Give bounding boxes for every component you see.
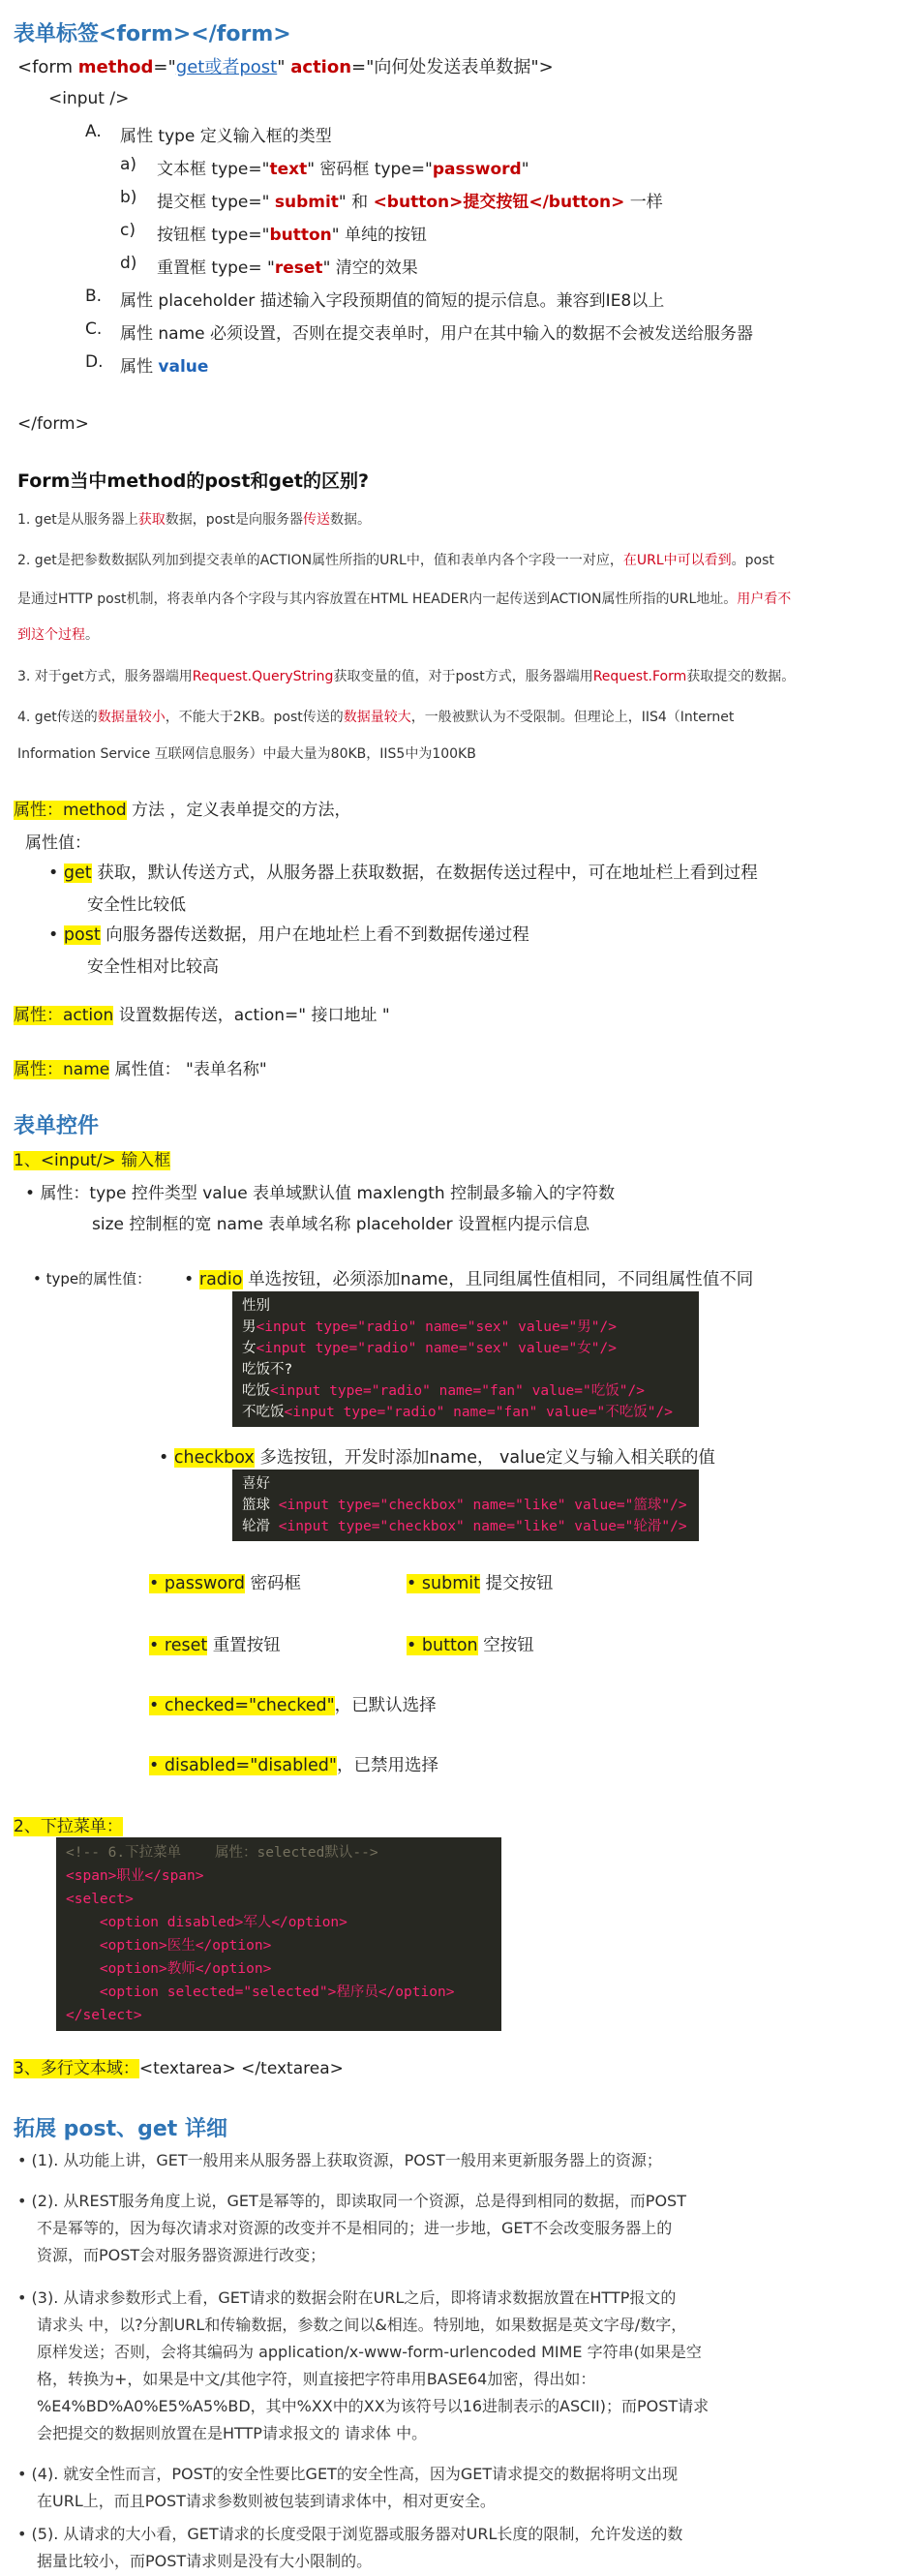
section-title-form: 表单标签<form></form> (14, 22, 291, 46)
ext-item-5: • (5). 从请求的大小看，GET请求的长度受限于浏览器或服务器对URL长度的限制，允许发送的数 据量比较小，而POST请求则是没有大小限制的。 (17, 2525, 683, 2570)
action-attr-line: 属性：action 设置数据传送，action=" 接口地址 " (14, 1006, 390, 1025)
input-attrs-row-2: size 控制框的宽 name 表单域名称 placeholder 设置框内提示信息 (92, 1215, 590, 1234)
item-c-marker: c) (120, 221, 136, 240)
ext-item-1: • (1). 从功能上讲，GET一般用来从服务器上获取资源，POST一般用来更新服务器上的资源； (17, 2151, 662, 2169)
item-A-marker: A. (85, 122, 102, 141)
diff-line-2: 2. get是把参数数据队列加到提交表单的ACTION属性所指的URL中，值和表单内各个字段一一对应，在URL中可以看到。post (17, 553, 774, 568)
password-label: • password (149, 1574, 245, 1593)
form-close-text: </form> (17, 414, 89, 434)
item-a-text: 文本框 type="text" 密码框 type="password" (157, 160, 529, 179)
ext-item-4: • (4). 就安全性而言，POST的安全性要比GET的安全性高，因为GET请求提交的数据将明文出现 在URL上，而且POST请求参数则被包装到请求体中，相对更安全。 (17, 2465, 679, 2510)
item-c-text: 按钮框 type="button" 单纯的按钮 (157, 226, 427, 245)
submit-line: • submit 提交按钮 (407, 1574, 554, 1593)
reset-line: • reset 重置按钮 (149, 1636, 281, 1655)
item-b-text: 提交框 type=" submit" 和 <button>提交按钮</button> 一样 (157, 193, 663, 212)
select-menu-label: 2、下拉菜单： (14, 1817, 123, 1836)
password-line: • password 密码框 (149, 1574, 302, 1593)
section-title-get-post-diff: Form当中method的post和get的区别? (17, 470, 370, 492)
button-label: • button (407, 1636, 478, 1655)
diff-line-1: 1. get是从服务器上获取数据，post是向服务器传送数据。 (17, 512, 372, 528)
action-attr-label: 属性：action (14, 1006, 114, 1025)
method-attr-line: 属性：method 方法 ，定义表单提交的方法， (14, 801, 351, 820)
item-A-text: 属性 type 定义输入框的类型 (120, 127, 332, 146)
input-tag-text: <input /> (48, 89, 130, 108)
get-line: • get 获取，默认传送方式，从服务器上获取数据，在数据传送过程中，可在地址栏上看到过程 (48, 864, 758, 883)
item-b-marker: b) (120, 188, 137, 207)
get-security: 安全性比较低 (87, 895, 186, 915)
name-attr-line: 属性：name 属性值： "表单名称" (14, 1060, 267, 1079)
post-line: • post 向服务器传送数据，用户在地址栏上看不到数据传递过程 (48, 925, 529, 945)
item-B-marker: B. (85, 287, 103, 306)
input-attrs-row-1: • 属性：type 控件类型 value 表单域默认值 maxlength 控制最多输入的字符数 (25, 1184, 616, 1203)
item-C-text: 属性 name 必须设置，否则在提交表单时，用户在其中输入的数据不会被发送给服务器 (120, 324, 754, 344)
name-attr-label: 属性：name (14, 1060, 110, 1079)
diff-line-6: 4. get传送的数据量较小，不能大于2KB。post传送的数据量较大，一般被默认为不受限制。但理论上，IIS4（Internet (17, 710, 735, 725)
disabled-label: • disabled="disabled" (149, 1756, 337, 1775)
disabled-line: • disabled="disabled"，已禁用选择 (149, 1756, 438, 1775)
button-line: • button 空按钮 (407, 1636, 534, 1655)
radio-label: radio (198, 1270, 243, 1289)
checked-line: • checked="checked"，已默认选择 (149, 1696, 437, 1715)
ext-item-2: • (2). 从REST服务角度上说，GET是幂等的，即读取同一个资源，总是得到相同的数据，而POST 不是幂等的，因为每次请求对资源的改变并不是相同的；进一步地，GET不会改变服务器上的 资源，而POST会对服务器资源进行改变； (17, 2192, 686, 2264)
ext-item-3: • (3). 从请求参数形式上看，GET请求的数据会附在URL之后，即将请求数据放置在HTTP报文的 请求头 中，以?分割URL和传输数据，参数之间以&相连。特别地，如果数据是英文字母/数字， 原样发送；否则，会将其编码为 application/x-www-form-urlencoded MIME 字符串(如果是空 格，转换为+，如果是中文/其他字符，则直接把字符串用BASE64加密，得出如： %E4%BD%A0%E5%A5%BD，其中%XX中的XX为该符号以16进制表示的ASCII)；而POST请求 会把提交的数据则放置在是HTTP请求报文的 请求体 中。 (17, 2288, 710, 2442)
section-title-controls: 表单控件 (14, 1114, 100, 1138)
diff-line-3: 是通过HTTP post机制，将表单内各个字段与其内容放置在HTML HEADER内一起传送到ACTION属性所指的URL地址。用户看不 (17, 591, 792, 607)
section-title-extension: 拓展 post、get 详细 (14, 2117, 227, 2141)
textarea-label: 3、多行文本域： (14, 2059, 139, 2078)
select-code-block: <!-- 6.下拉菜单 属性：selected默认--> <span>职业</span> <select> <option disabled>军人</option> <option>医生</option> <option>教师</option> <option selected="selected">程序员</option> </select> (56, 1837, 501, 2031)
type-values-label: • type的属性值： (33, 1270, 152, 1288)
item-D-marker: D. (85, 352, 104, 372)
item-a-marker: a) (120, 155, 137, 174)
submit-label: • submit (407, 1574, 480, 1593)
checked-label: • checked="checked" (149, 1696, 335, 1715)
form-open-line: <form method="get或者post" action="向何处发送表单数据"> (17, 57, 554, 77)
checkbox-code-block: 喜好 篮球 <input type="checkbox" name="like" value="篮球"/> 轮滑 <input type="checkbox" name="like" value="轮滑"/> (232, 1470, 699, 1541)
get-label: get (63, 864, 92, 883)
checkbox-label: checkbox (173, 1448, 255, 1468)
method-attr-label: 属性：method (14, 801, 127, 820)
diff-line-7: Information Service 互联网信息服务）中最大量为80KB，IIS5中为100KB (17, 746, 476, 762)
diff-line-4: 到这个过程。 (17, 627, 99, 643)
input-box-label: 1、<input/> 输入框 (14, 1151, 171, 1170)
item-d-text: 重置框 type= "reset" 清空的效果 (157, 258, 418, 278)
post-label: post (63, 925, 101, 945)
checkbox-line: • checkbox 多选按钮，开发时添加name， value定义与输入相关联的值 (159, 1448, 715, 1468)
reset-label: • reset (149, 1636, 208, 1655)
post-security: 安全性相对比较高 (87, 957, 219, 977)
item-C-marker: C. (85, 319, 103, 339)
item-d-marker: d) (120, 254, 137, 273)
item-B-text: 属性 placeholder 描述输入字段预期值的简短的提示信息。兼容到IE8以上 (120, 291, 665, 311)
item-D-text: 属性 value (120, 357, 209, 377)
radio-line: • radio 单选按钮，必须添加name，且同组属性值相同，不同组属性值不同 (184, 1270, 754, 1289)
radio-code-block: 性别 男<input type="radio" name="sex" value="男"/> 女<input type="radio" name="sex" value="女"/> 吃饭不? 吃饭<input type="radio" name="fan" value="吃饭"/> 不吃饭<input type="radio" name="fan" value="不吃饭"/> (232, 1291, 699, 1427)
textarea-line: 3、多行文本域：<textarea> </textarea> (14, 2059, 344, 2078)
diff-line-5: 3. 对于get方式，服务器端用Request.QueryString获取变量的值，对于post方式，服务器端用Request.Form获取提交的数据。 (17, 669, 796, 684)
attr-values-label: 属性值： (25, 833, 91, 853)
method-value-link[interactable]: get或者post (175, 57, 278, 77)
